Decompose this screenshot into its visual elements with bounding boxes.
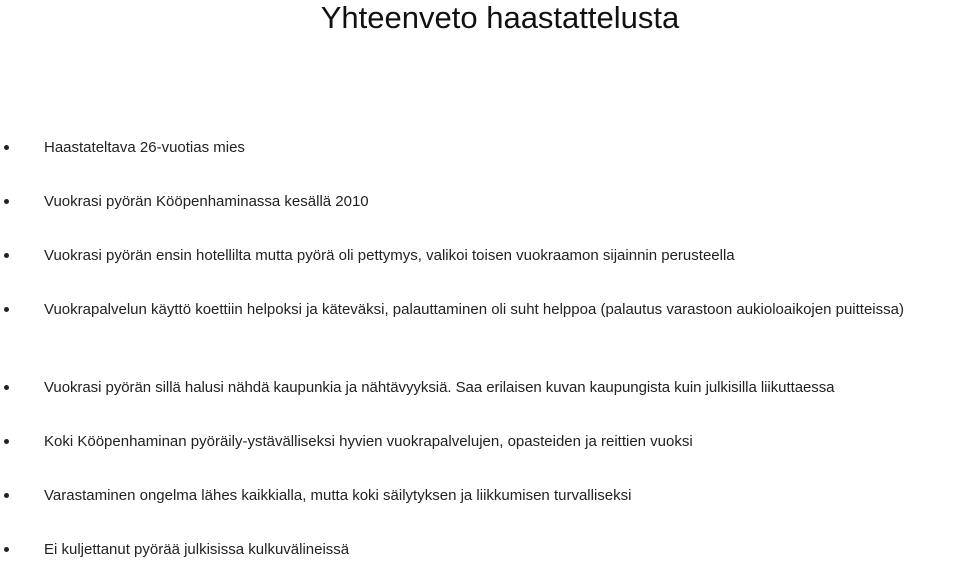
bullet-dot-icon: [4, 493, 9, 498]
bullet-dot-icon: [4, 547, 9, 552]
bullet-text: Haastateltava 26-vuotias mies: [44, 139, 245, 156]
bullet-text: Vuokrasi pyörän sillä halusi nähdä kaupunkia ja nähtävyyksiä. Saa erilaisen kuvan kaupungista kuin julkisilla liikuttaessa: [44, 379, 835, 396]
bullet-dot-icon: [4, 385, 9, 390]
bullet-dot-icon: [4, 307, 9, 312]
bullet-dot-icon: [4, 145, 9, 150]
slide-title: Yhteenveto haastattelusta: [320, 0, 680, 35]
bullet-text: Vuokrapalvelun käyttö koettiin helpoksi ja käteväksi, palauttaminen oli suht helppoa (palautus varastoon aukioloaikojen puitteissa): [44, 301, 904, 318]
bullet-text: Ei kuljettanut pyörää julkisissa kulkuvälineissä: [44, 541, 350, 558]
bullet-text: Varastaminen ongelma lähes kaikkialla, mutta koki säilytyksen ja liikkumisen turvalliseksi: [44, 487, 632, 504]
bullet-text: Vuokrasi pyörän Kööpenhaminassa kesällä 2010: [44, 193, 369, 210]
bullet-dot-icon: [4, 199, 9, 204]
bullet-text: Koki Kööpenhaminan pyöräily-ystävälliseksi hyvien vuokrapalvelujen, opasteiden ja reittien vuoksi: [44, 433, 693, 450]
bullet-dot-icon: [4, 439, 9, 444]
bullet-text: Vuokrasi pyörän ensin hotellilta mutta pyörä oli pettymys, valikoi toisen vuokraamon sijainnin perusteella: [44, 247, 735, 264]
bullet-dot-icon: [4, 253, 9, 258]
